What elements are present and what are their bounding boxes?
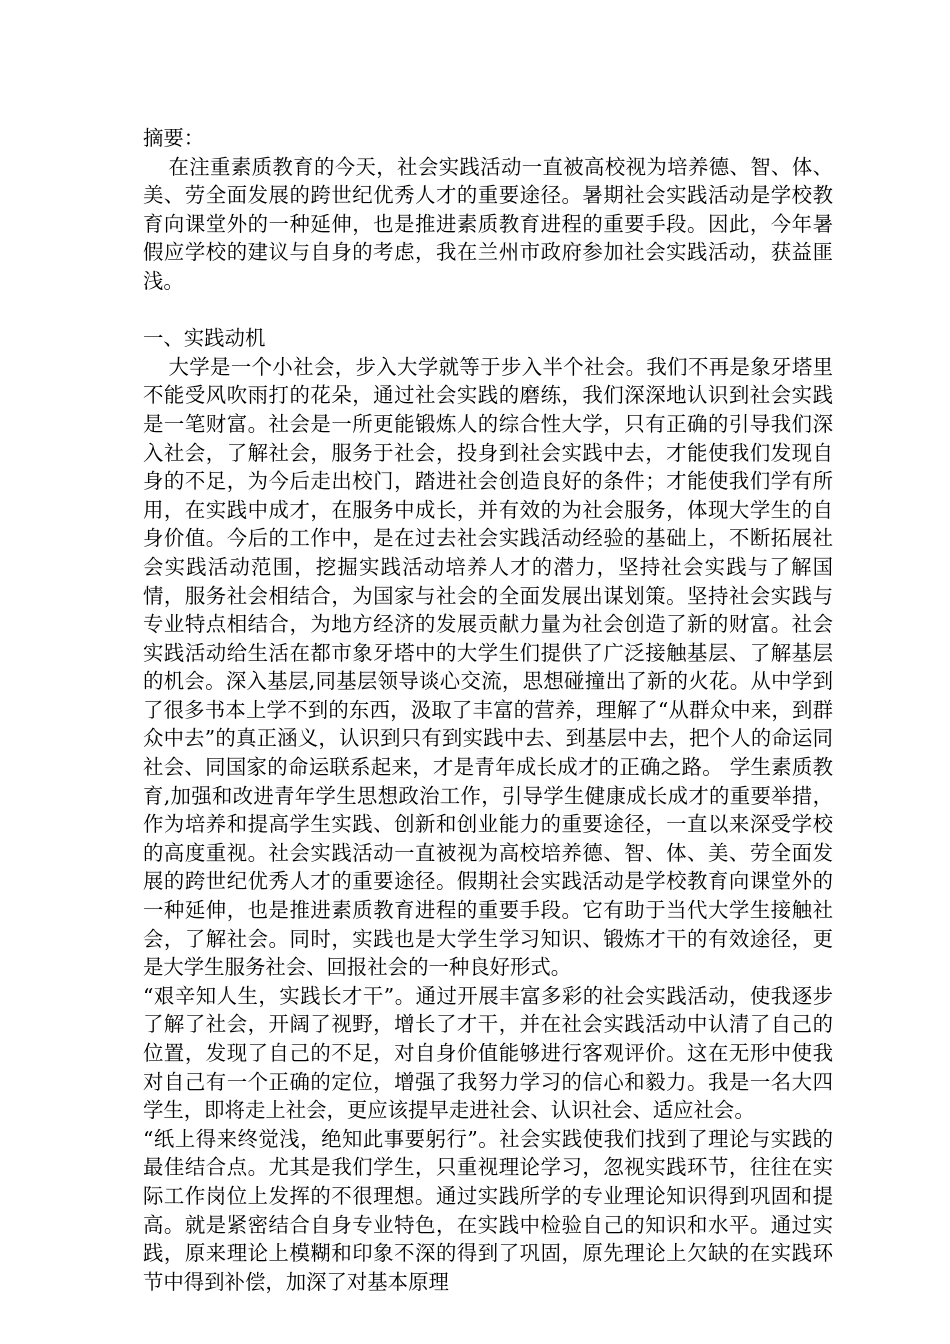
body-paragraph-3: “纸上得来终觉浅，绝知此事要躬行”。社会实践使我们找到了理论与实践的最佳结合点。尤其是我们学生，只重视理论学习，忽视实践环节，往往在实际工作岗位上发挥的不很理想。通过实践所学的专业理论知识得到巩固和提高。就是紧密结合自身专业特色，在实践中检验自己的知识和水平。通过实践，原来理论上模糊和印象不深的得到了巩固，原先理论上欠缺的在实践环节中得到补偿，加深了对基本原理 xyxy=(143,1126,833,1294)
abstract-label: 摘要： xyxy=(143,126,205,150)
section-heading: 一、实践动机 xyxy=(143,326,266,351)
body-paragraph-1: 大学是一个小社会，步入大学就等于步入半个社会。我们不再是象牙塔里不能受风吹雨打的花朵，通过社会实践的磨练，我们深深地认识到社会实践是一笔财富。社会是一所更能锻炼人的综合性大学，只有正确的引导我们深入社会，了解社会，服务于社会，投身到社会实践中去，才能使我们发现自身的不足，为今后走出校门，踏进社会创造良好的条件；才能使我们学有所用，在实践中成才，在服务中成长，并有效的为社会服务，体现大学生的自身价值。今后的工作中，是在过去社会实践活动经验的基础上，不断拓展社会实践活动范围，挖掘实践活动培养人才的潜力，坚持社会实践与了解国情，服务社会相结合，为国家与社会的全面发展出谋划策。坚持社会实践与专业特点相结合，为地方经济的发展贡献力量为社会创造了新的财富。社会实践活动给生活在都市象牙塔中的大学生们提供了广泛接触基层、了解基层的机会。深入基层,同基层领导谈心交流，思想碰撞出了新的火花。从中学到了很多书本上学不到的东西，汲取了丰富的营养，理解了“从群众中来，到群众中去”的真正涵义，认识到只有到实践中去、到基层中去，把个人的命运同社会、同国家的命运联系起来，才是青年成长成才的正确之路。 学生素质教育,加强和改进青年学生思想政治工作，引导学生健康成长成才的重要举措，作为培养和提高学生实践、创新和创业能力的重要途径，一直以来深受学校的高度重视。社会实践活动一直被视为高校培养德、智、体、美、劳全面发展的跨世纪优秀人才的重要途径。假期社会实践活动是学校教育向课堂外的一种延伸，也是推进素质教育进程的重要手段。它有助于当代大学生接触社会，了解社会。同时，实践也是大学生学习知识、锻炼才干的有效途径，更是大学生服务社会、回报社会的一种良好形式。 xyxy=(143,354,833,980)
body-paragraph-2: “艰辛知人生，实践长才干”。通过开展丰富多彩的社会实践活动，使我逐步了解了社会，开阔了视野，增长了才干，并在社会实践活动中认清了自己的位置，发现了自己的不足，对自身价值能够进行客观评价。这在无形中使我对自己有一个正确的定位，增强了我努力学习的信心和毅力。我是一名大四学生，即将走上社会，更应该提早走进社会、认识社会、适应社会。 xyxy=(143,983,833,1123)
section-spacer xyxy=(143,296,833,325)
abstract-text: 在注重素质教育的今天，社会实践活动一直被高校视为培养德、智、体、美、劳全面发展的跨世纪优秀人才的重要途径。暑期社会实践活动是学校教育向课堂外的一种延伸，也是推进素质教育进程的重要手段。因此，今年暑假应学校的建议与自身的考虑，我在兰州市政府参加社会实践活动，获益匪浅。 xyxy=(143,154,833,293)
document-page xyxy=(143,124,833,1296)
